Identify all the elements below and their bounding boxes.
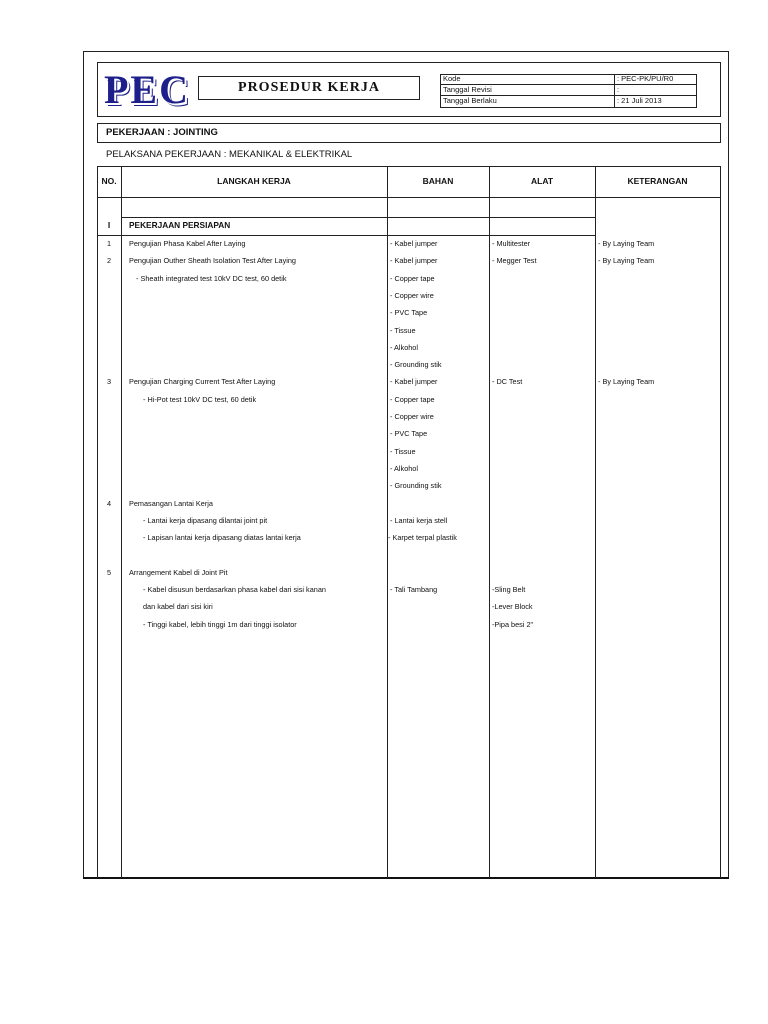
cell-bahan: - Tissue xyxy=(390,446,416,456)
cell-bahan: - PVC Tape xyxy=(390,429,428,439)
cell-langkah: Arrangement Kabel di Joint Pit xyxy=(129,567,228,577)
cell-langkah: Pengujian Phasa Kabel After Laying xyxy=(129,239,246,248)
cell-bahan: - Grounding stik xyxy=(390,481,442,491)
cell-no: 3 xyxy=(106,377,112,387)
cell-ket: - By Laying Team xyxy=(598,239,655,248)
cell-bahan: - Copper wire xyxy=(390,290,434,300)
meta-value-kode: : PEC-PK/PU/R0 xyxy=(617,74,674,83)
cell-no: 2 xyxy=(106,256,112,266)
cell-langkah: Pengujian Outher Sheath Isolation Test After Laying xyxy=(129,256,296,266)
cell-bahan: - Alkohol xyxy=(390,463,418,473)
pekerjaan-label: PEKERJAAN : JOINTING xyxy=(106,127,218,138)
cell-ket: - By Laying Team xyxy=(598,377,655,387)
column-header-keterangan: KETERANGAN xyxy=(627,176,688,186)
column-header-alat: ALAT xyxy=(530,176,554,186)
cell-bahan: - Tissue xyxy=(390,325,416,335)
meta-label-berlaku: Tanggal Berlaku xyxy=(443,96,497,105)
cell-alat: -Pipa besi 2" xyxy=(492,619,534,629)
cell-langkah: - Lantai kerja dipasang dilantai joint pit xyxy=(143,515,268,525)
column-header-no: NO. xyxy=(101,176,117,186)
cell-langkah: - Kabel disusun berdasarkan phasa kabel dari sisi kanan xyxy=(143,585,326,594)
cell-alat: - Multitester xyxy=(492,239,531,248)
cell-langkah: Pengujian Charging Current Test After Laying xyxy=(129,377,276,387)
cell-bahan: - Grounding stik xyxy=(390,360,442,370)
section-number: I xyxy=(107,220,111,230)
cell-no: 4 xyxy=(106,498,112,508)
meta-label-kode: Kode xyxy=(443,74,461,83)
cell-bahan: - Tali Tambang xyxy=(390,585,438,594)
column-header-langkah: LANGKAH KERJA xyxy=(217,176,291,186)
cell-bahan: - Copper tape xyxy=(390,273,435,283)
column-header-bahan: BAHAN xyxy=(422,176,454,186)
cell-langkah: - Lapisan lantai kerja dipasang diatas lantai kerja xyxy=(143,533,301,543)
cell-alat: - DC Test xyxy=(492,377,523,387)
cell-langkah: - Tinggi kabel, lebih tinggi 1m dari tinggi isolator xyxy=(143,619,297,629)
cell-no: 5 xyxy=(106,567,112,577)
cell-no: 1 xyxy=(106,239,112,248)
cell-alat: -Lever Block xyxy=(492,602,533,612)
section-title: PEKERJAAN PERSIAPAN xyxy=(129,220,231,230)
meta-value-berlaku: : 21 Juli 2013 xyxy=(617,96,662,105)
cell-ket: - By Laying Team xyxy=(598,256,655,266)
cell-langkah: Pemasangan Lantai Kerja xyxy=(129,498,213,508)
cell-alat: -Sling Belt xyxy=(492,585,526,594)
cell-langkah: - Hi-Pot test 10kV DC test, 60 detik xyxy=(143,394,257,404)
cell-bahan: - PVC Tape xyxy=(390,308,428,318)
cell-bahan: - Lantai kerja stell xyxy=(390,515,448,525)
cell-langkah: dan kabel dari sisi kiri xyxy=(143,602,213,612)
cell-bahan: - Kabel jumper xyxy=(390,377,438,387)
cell-bahan: - Kabel jumper xyxy=(390,239,438,248)
meta-label-revisi: Tanggal Revisi xyxy=(443,85,492,94)
cell-bahan: - Alkohol xyxy=(390,342,418,352)
cell-alat: - Megger Test xyxy=(492,256,537,266)
meta-value-revisi: : xyxy=(617,85,620,94)
page-title: PROSEDUR KERJA xyxy=(238,80,380,95)
cell-langkah: - Sheath integrated test 10kV DC test, 60 detik xyxy=(136,273,287,283)
cell-bahan: - Copper wire xyxy=(390,412,434,421)
cell-bahan: - Karpet terpal plastik xyxy=(388,533,457,543)
doc-title-box xyxy=(198,76,420,100)
cell-bahan: - Kabel jumper xyxy=(390,256,438,266)
pelaksana-label: PELAKSANA PEKERJAAN : MEKANIKAL & ELEKTRIKAL xyxy=(106,149,353,160)
company-logo: PEC xyxy=(104,67,190,112)
cell-bahan: - Copper tape xyxy=(390,394,435,404)
